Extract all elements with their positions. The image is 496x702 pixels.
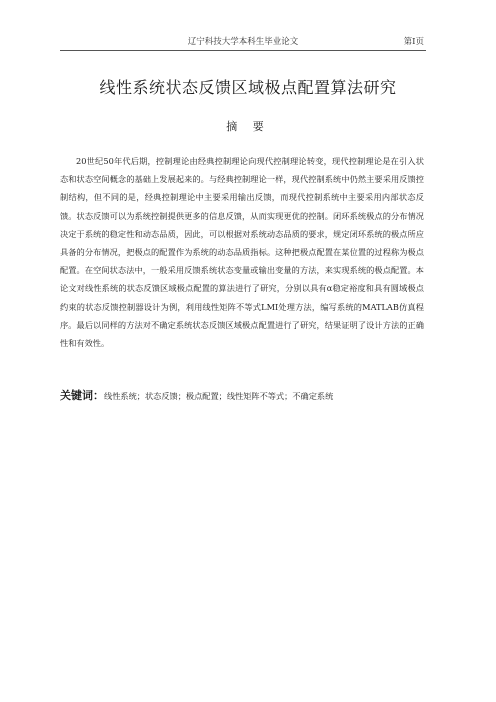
keywords-label: 关键词： (60, 389, 104, 402)
keywords-text: 线性系统；状态反馈；极点配置；线性矩阵不等式；不确定系统 (104, 391, 334, 401)
abstract-body: 20世纪50年代后期，控制理论由经典控制理论向现代控制理论转变，现代控制理论是在引入状态和状态空间概念的基础上发展起来的。与经典控制理论一样，现代控制系统中仍然主要采用反馈控制结构，但不同的是，经典控制理论中主要采用输出反馈，而现代控制系统中主要采用内部状态反馈。状态反馈可以为系统控制提供更多的信息反馈，从而实现更优的控制。闭环系统极点的分布情况决定于系统的稳定性和动态品质，因此，可以根据对系统动态品质的要求，规定闭环系统的极点所应具备的分布情况，把极点的配置作为系统的动态品质指标。这种把极点配置在某位置的过程称为极点配置。在空间状态法中，一般采用反馈系统状态变量或输出变量的方法，来实现系统的极点配置。本论文对线性系统的状态反馈区域极点配置的算法进行了研究，分别以具有α稳定裕度和具有圆域极点约束的状态反馈控制器设计为例，利用线性矩阵不等式LMI处理方法，编写系统的MATLAB仿真程序。最后以同样的方法对不确定系统状态反馈区域极点配置进行了研究，结果证明了设计方法的正确性和有效性。 (60, 156, 424, 349)
page-header (60, 36, 426, 51)
header-title: 辽宁科技大学本科生毕业论文 (187, 37, 299, 47)
keywords-line (60, 389, 430, 403)
page-number: 第I页 (403, 37, 424, 47)
abstract-heading: 摘 要 (226, 120, 270, 133)
thesis-title: 线性系统状态反馈区域极点配置算法研究 (99, 78, 397, 97)
